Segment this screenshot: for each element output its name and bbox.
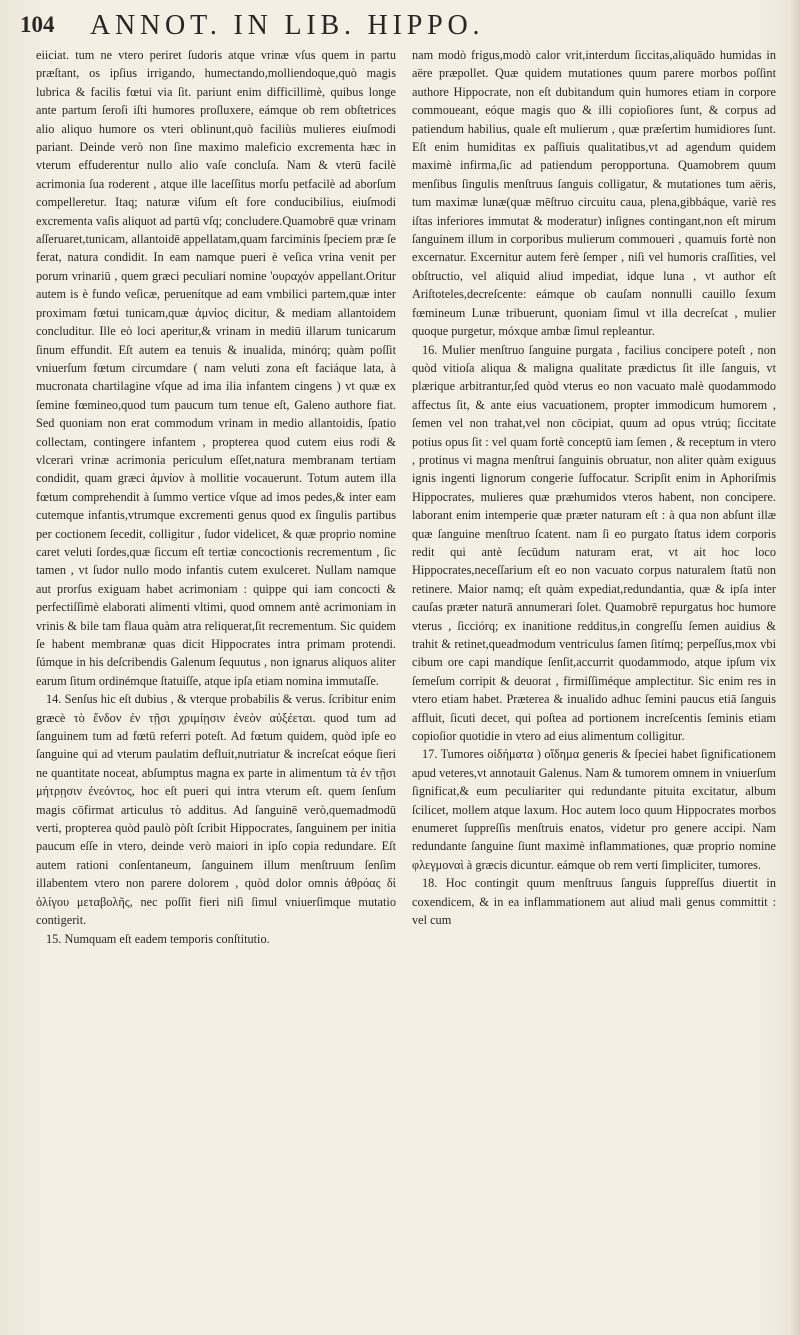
right-text-column xyxy=(412,46,776,930)
paragraph: 14. Senſus hic eſt dubius , & vterque probabilis & verus. ſcribitur enim græcè τὸ ἔνδον ἐν τῇσι χριμίῃσιν ἐνεὸν αὐξέεται. quod tum ad ſanguinem tum ad fœtū referri poteſt. Ad fœtum quidem, quòd ipſe eo ſanguine qui ad vterum paulatim defluit,nutriatur & increſcat eóque ſieri ne quantitate noceat, abſumptus magna ex parte in alimentum τὰ ἐν τῇσι μήτρῃσιν ἐνεόντος, hoc eſt pueri qui intra vterum eſt. quem ſenſum magis cōfirmat articulus τὸ additus. Ad ſanguinē verò,quemadmodū verti, propterea quòd paulò pòſt ſcribit Hippocrates, ſanguinem per initia paucum eſſe in vtero, deinde verò maiori in ipſo copia redundare. Eſt autem rationi conſentaneum, ſanguinem illum menſtruum ſenſim illabentem vtero non parere dolorem , quòd dolor omnis ἀθρόας δἰ ὀλίγου μεταβολῆς, nec poſſit fieri niſi ſimul vniuerſimque mutatio contigerit. xyxy=(36,692,396,928)
running-head xyxy=(20,10,774,50)
page-edge-shadow xyxy=(790,0,800,1335)
paragraph: 18. Hoc contingit quum menſtruus ſanguis ſuppreſſus diuertit in coxendicem, & in ea inflammationem aut aliud mali genus committit : vel cum xyxy=(412,876,776,928)
paragraph: 16. Mulier menſtruo ſanguine purgata , facilius concipere poteſt , non quòd vitioſa aliqua & maligna qualitate prædictus ſit ille ſanguis, vt plærique arbitrantur,ſed quòd vterus eo non vacuato malè quodammodo affectus ſit, & ante eius vacuationem, propter immodicum humorem , ſemen vel non trahat,vel non cōcipiat, quum ad opus vtrúq; ſiccitate potius opus ſit : vel quam fortè conceptū iam ſemen , & receptum in vtero , protinus vi magna menſtrui ſanguinis obruatur, non aliter quàm exiguus ignis ingenti lignorum congerie ſuffocatur. Scripſit enim in Aphoriſmis Hippocrates, mulieres quæ præhumidos vteros habent, non concipere. laborant enim intemperie quæ præter naturam eſt : à qua non abſunt illæ quæ ſanguine menſtruo ſcatent. nam ſi eo purgato ſtatus idem corporis redit qui antè ſecūdum naturam erat, vt ait hoc loco Hippocrates,neceſſarium eſt eo non vacuato corpus naturalem ſtatū non retinere. Maior namq; eſt quàm expediat,redundantia, quæ & ipſa inter cauſas præter naturā annumerari ſolet. Quamobrē repurgatus hoc humore vterus , ſicciórq; ex inanitione redditus,in congreſſu ſemen auidius & trahit & retinet,queadmodum ventriculus ſamen ſitímq; perpeſſus,mox vbi cibum ore capi mandíque ſenſit,accurrit quodammodo, atque ipſum vix ſemeſum corripit & deuorat , firmiſſiméque amplectitur. Sic enim res in vtero etiam habet. Præterea & inualido adhuc ſemini paucus etiā ſanguis affluit, ſicuti decet, qui poſtea ad portionem increſcentis ſeminis etiam copioſior quotidie in vtero ad eius alimentum colligitur. xyxy=(412,342,776,744)
paragraph: nam modò frigus,modò calor vrit,interdum ſiccitas,aliquādo humidas in aëre præpollet. Quæ quidem mutationes quum parere morbos poſſint authore Hippocrate, non eſt dubitandum quin humores etiam in corpore commoueant, eóque magis quo & illi copioſiores ſunt, & corpus ad patiendum habilius, quale eſt mulierum , quæ præſertim humidiores ſunt. Eſt enim humiditas ex paſſiuis qualitatibus,vt ad agendum quidem maximè infirma,ſic ad patiendum peropportuna. Quamobrem quum menſibus ſingulis menſtruus ſanguis colligatur, & mutationes tum aëris, tum maximæ lunæ(quæ mēſtruo circuitu caua, plena,gibbáque, variè res iſtas inferiores immutat & moderatur) inſignes contingant,non eſt mirum ſanguinem illum in corporibus mulierum commoueri , quamuis fortè non excernatur. Excernitur autem ferè ſemper , niſi vel humoris craſſities, vel obſtructio, vel aliquid aliud impediat, idque luna , vt author eſt Ariſtoteles,decreſcente: eámque ob cauſam nonnulli cauillo ſexum fœmineum Lunæ tribuerunt, quoniam ſimul vt illa decreſcat , mulier quoque purgetur, móxque ambæ ſimul repleantur. xyxy=(412,48,776,339)
paragraph: 15. Numquam eſt eadem temporis conſtitutio. xyxy=(46,931,270,946)
running-title: ANNOT. IN LIB. HIPPO. xyxy=(90,10,485,41)
page-number: 104 xyxy=(20,12,55,37)
paragraph: eiiciat. tum ne vtero periret ſudoris atque vrinæ vſus quem in partu præſtant, os ipſius irrigando, humectando,molliendoque,quò magis lubrica & facilis fœtui via ſit. pariunt enim difficillimè, quibus longe ante partum ſeroſi iſti humores proſluxere, eámque ob rem obſtetrices alio aliquo humore os vteri oblinunt,quò faciliùs mulieres eiuſmodi pariant. Deinde verò non ſine maximo maleficio excrementa hæc in vterum effuderentur nullo alio vaſe concluſa. Nam & vterū facilè acrimonia ſua roderent , atque ille laceſſitus morſu petfacilè ad aborſum compelleretur. Itaq; naturæ viſum eſt fore conducibilius, eiuſmodi excrementa vaſis aliquot ad partū vſq; concludere.Quamobrē quæ vrinam aſſeruaret,tunicam, allantoidē appellatam,quam farciminis ſpeciem præ ſe ferat, natura condidit. In eam namque pueri è veſica vrina venit per porum vrinariū , quem græci peculiari nomine 'ουραχόν appellant.Oritur autem is è fundo veſicæ, peruenítque ad eam vmbilici partem,quæ inter proximam fœtui tunicam,quæ ἀμνίος dicitur, & mediam allantoidem concluditur. Ille eò loci aperitur,& vrinam in mediū illarum tunicarum ſinum effundit. Eſt autem ea tenuis & inualida, minórq; quàm poſſit vniuerſum fœtum circumdare ( nam veluti zona eſt faciáque lata, à mucronata chartilagine vſque ad ima ilia infantem cingens ) vt quæ ex ſemine fœmineo,quod tum paucum tum tenue eſt, Galeno authore fiat. Sed quoniam non erat commodum vrinam in medio allantoidis, ſpatio collectam, contingere infantem , propterea quod cutem eius rodi & vlcerari vrinæ acrimonia periculum eſſet,natura membranam tertiam condidit, quam græci ἀμνίον à mollitie vocauerunt. Totum autem illa fœtum comprehendit à ſummo vertice vſque ad imos pedes,& inter eam cutemque infantis,vtrumque excrementi genus quod ex ſingulis partibus per coctionem ſecedit, colligitur , ſudor videlicet, & quæ proprio nomine caret veluti ſordes,quæ ſiccum eſt tertiæ concoctionis recrementum , ſic tamen , vt ſudor nullo modo infantis cutem exulceret. Nullam namque aut prorſus exiguam habet acrimoniam : quippe qui iam concocti & perfectiſſimè elaborati alimenti vltimi, quod omnem antè acrimoniam in vrinis & bile tam flaua quàm atra reliquerat,ſit recrementum. Sic quidem ſe habent membranæ quas dicit Hippocrates intra primam protendi. ſúmque in his deſcribendis Galenum ſequutus , non ignarus aliquos aliter earum ſitum ordinémque ſtatuiſſe, atque ipſa etiam nomina immutaſſe. xyxy=(36,48,396,688)
left-text-column xyxy=(36,46,396,948)
paragraph: 17. Tumores οἰδήματα ) οἴδημα generis & ſpeciei habet ſignificationem apud veteres,vt annotauit Galenus. Nam & tumorem omnem in vniuerſum ſignificat,& eum peculiariter qui redundante pituita excitatur, album ſcilicet, mollem atque laxum. Hoc autem loco quum Hippocrates morbos enumeret ſuppreſſis menſtruis enatos, videtur pro genere accipi. Nam redundante ſanguine ſiunt maximè inflammationes, quæ proprio nomine φλεγμοναὶ à græcis dicuntur. eámque ob rem verti ſimpliciter, tumores. xyxy=(412,747,776,872)
